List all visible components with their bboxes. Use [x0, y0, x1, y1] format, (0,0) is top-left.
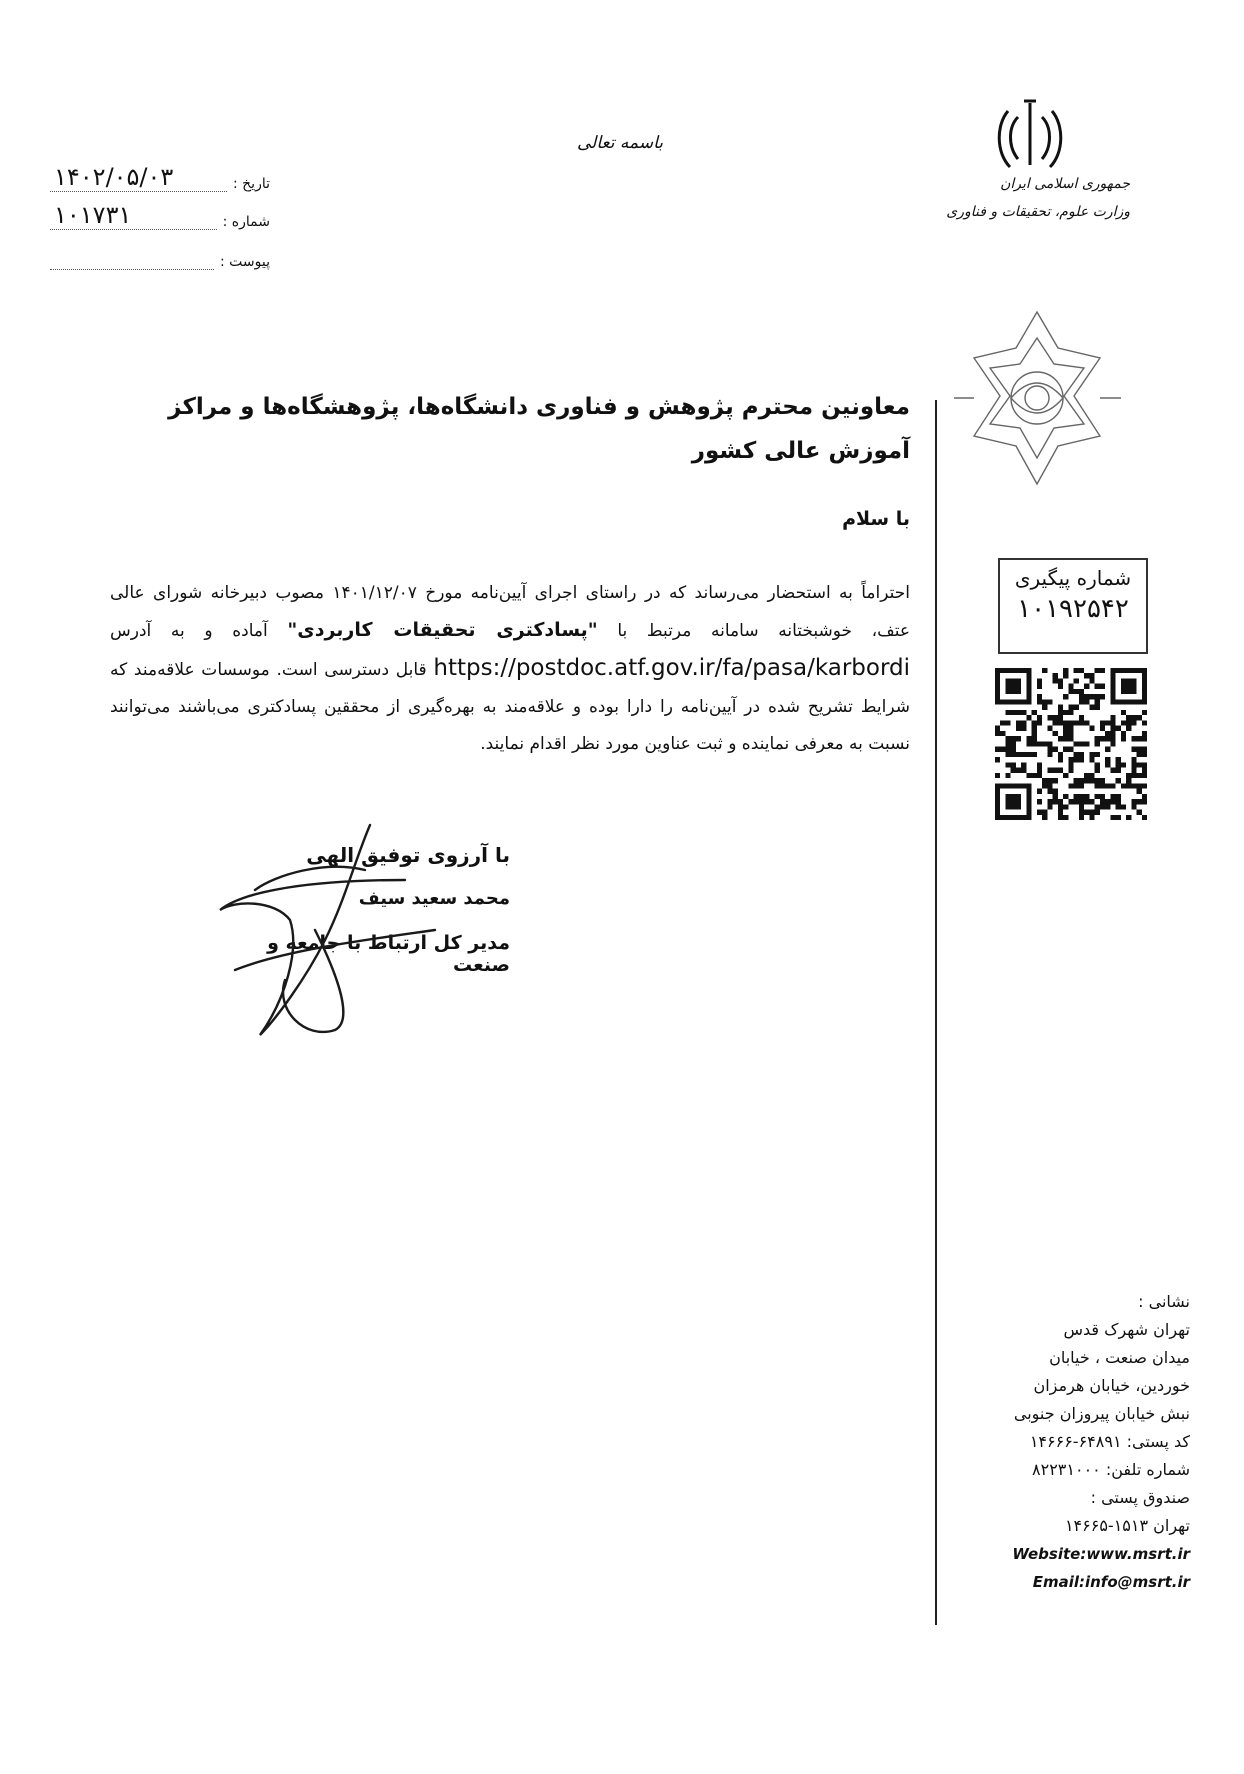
closing-wish: با آرزوی توفیق الهی [306, 843, 510, 867]
system-name: "پسادکتری تحقیقات کاربردی" [287, 619, 598, 641]
handwritten-signature [205, 820, 525, 1050]
ministry-line-1: جمهوری اسلامی ایران [1000, 176, 1130, 192]
ornament-icon [950, 308, 1125, 488]
ministry-name [920, 170, 1130, 226]
ministry-line-2: وزارت علوم، تحقیقات و فناوری [946, 204, 1130, 220]
body-text-1: احتراماً به استحضار می‌رساند که در راستای اجرای آیین‌نامه مورخ ۱۴۰۱/۱۲/۰۷ مصوب دبیرخانه شورای عالی عتف، خوشبختانه سامانه مرتبط با [110, 583, 911, 641]
tracking-number-box [998, 558, 1148, 654]
number-field [50, 196, 270, 230]
date-value: ۱۴۰۲/۰۵/۰۳ [50, 163, 227, 192]
signatory-name: محمد سعید سیف [358, 888, 510, 909]
bismillah-heading: باسمه تعالی [577, 133, 663, 153]
address-line-2: میدان صنعت ، خیابان [1049, 1348, 1190, 1367]
address-block [975, 1288, 1190, 1596]
address-line-4: نبش خیابان پیروزان جنوبی [1013, 1404, 1190, 1423]
vertical-divider [935, 400, 937, 1625]
signatory-title: مدیر کل ارتباط با جامعه و صنعت [267, 932, 510, 976]
attachment-label: پیوست : [220, 254, 270, 270]
pobox-label: صندوق پستی : [1090, 1488, 1190, 1507]
qr-code [995, 668, 1147, 820]
greeting: با سلام [842, 508, 910, 530]
email-link[interactable]: Email:info@msrt.ir [1032, 1573, 1190, 1591]
number-label: شماره : [222, 214, 270, 230]
body-text-2: آماده و به آدرس [110, 621, 268, 641]
body-text-3: قابل دسترسی است. [276, 660, 427, 680]
iran-emblem-icon [990, 95, 1070, 175]
phone-number: شماره تلفن: ۸۲۲۳۱۰۰۰ [1032, 1460, 1190, 1479]
body-text-4: موسسات علاقه‌مند که شرایط تشریح شده در آیین‌نامه را دارا بوده و علاقه‌مند به بهره‌گیری از محققین پسادکتری می‌باشند می‌توانند نسبت به معرفی نماینده و ثبت عناوین مورد نظر اقدام نمایند. [110, 660, 910, 754]
postal-code: کد پستی: ۶۴۸۹۱-۱۴۶۶۶ [1029, 1432, 1190, 1451]
address-line-3: خوردین، خیابان هرمزان [1033, 1376, 1190, 1395]
pobox-value: تهران ۱۵۱۳-۱۴۶۶۵ [1064, 1516, 1190, 1535]
number-value: ۱۰۱۷۳۱ [50, 201, 217, 230]
address-line-1: تهران شهرک قدس [1063, 1320, 1190, 1339]
tracking-number: ۱۰۱۹۲۵۴۲ [1017, 594, 1129, 624]
system-url-link[interactable]: https://postdoc.atf.gov.ir/fa/pasa/karbordi [433, 655, 911, 681]
attachment-field [50, 236, 270, 270]
date-label: تاریخ : [232, 176, 270, 192]
recipient-heading: معاونین محترم پژوهش و فناوری دانشگاه‌ها، پژوهشگاه‌ها و مراکز آموزش عالی کشور [168, 394, 910, 464]
address-label: نشانی : [1138, 1292, 1190, 1311]
attachment-value [50, 269, 214, 270]
date-field [50, 158, 270, 192]
letter-body [110, 575, 910, 763]
tracking-label: شماره پیگیری [1014, 566, 1132, 590]
website-link[interactable]: Website:www.msrt.ir [1012, 1545, 1190, 1563]
